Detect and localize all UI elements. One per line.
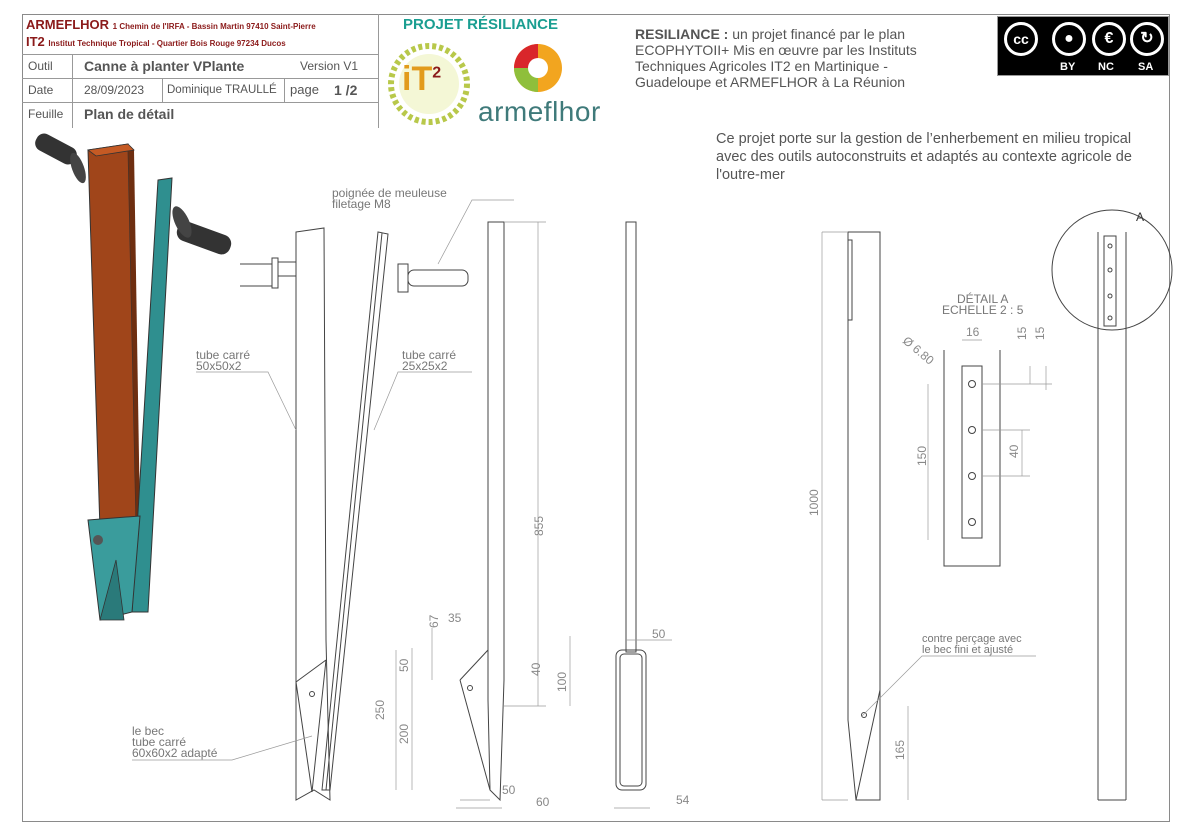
note-drilling: [922, 634, 1022, 656]
dimension-lines: [132, 197, 1052, 808]
nc-label: NC: [1098, 61, 1114, 73]
note-bec-l1: le bec: [132, 724, 165, 738]
page-label: page: [290, 82, 319, 97]
note-tube50-l2: 50x50x2: [196, 359, 242, 373]
note-drilling-l1: contre perçage avec: [922, 633, 1022, 645]
note-detail-a: [942, 294, 1023, 316]
iso-view: [32, 131, 233, 620]
dim-165: 165: [893, 739, 907, 760]
project-description: Ce projet porte sur la gestion de l’enherbement en milieu tropical avec des outils autoconstruits et adaptés au contexte agricole de l'outre-mer: [716, 131, 1132, 183]
dim-250: 250: [373, 699, 387, 720]
dim-50-narrow: 50: [652, 627, 666, 641]
funding-bold: RESILIANCE :: [635, 26, 729, 42]
it2-logo-text: iT: [402, 60, 433, 98]
it2-logo-sup: 2: [432, 64, 442, 82]
date-value: 28/09/2023: [84, 83, 145, 97]
detail-marker: A: [1136, 210, 1145, 224]
detail-a: [944, 350, 1000, 566]
note-tube25: [402, 350, 456, 372]
outil-label: Outil: [28, 59, 53, 73]
note-drilling-l2: le bec fini et ajusté: [922, 644, 1014, 656]
note-detail-l1: DÉTAIL A: [957, 292, 1009, 306]
note-tube25-l1: tube carré: [402, 348, 457, 362]
dim-50-bottom: 50: [502, 783, 516, 797]
dim-16: 16: [966, 325, 980, 339]
dim-60: 60: [536, 795, 550, 809]
org1-address: 1 Chemin de l'IRFA - Bassin Martin 97410 Saint-Pierre: [112, 22, 316, 31]
cc-icon: cc: [1004, 22, 1038, 56]
narrow-view: [616, 222, 646, 790]
dim-67: 67: [427, 614, 441, 628]
org2-address: Institut Technique Tropical - Quartier Bois Rouge 97234 Ducos: [48, 39, 286, 48]
dim-diameter: Ø 6.80: [900, 333, 937, 368]
org2-name: IT2: [26, 34, 45, 49]
sa-share-icon: ↻: [1130, 22, 1164, 56]
note-bec-l3: 60x60x2 adapté: [132, 746, 218, 760]
author: Dominique TRAULLÉ: [167, 84, 277, 96]
angled-view: [322, 232, 468, 790]
note-handle: [332, 188, 447, 210]
dim-54: 54: [676, 793, 690, 807]
dim-50-vert: 50: [397, 658, 411, 672]
dim-100: 100: [555, 671, 569, 692]
dim-200: 200: [397, 723, 411, 744]
note-bec: [132, 726, 217, 759]
note-tube50: [196, 350, 250, 372]
by-person-icon: ●: [1052, 22, 1086, 56]
dim-15a: 15: [1015, 326, 1029, 340]
date-label: Date: [28, 83, 54, 97]
dim-855: 855: [532, 515, 546, 536]
note-handle-l1: poignée de meuleuse: [332, 186, 447, 200]
page-value: 1 /2: [334, 82, 358, 98]
note-tube25-l2: 25x25x2: [402, 359, 448, 373]
sa-label: SA: [1138, 61, 1154, 73]
note-tube50-l1: tube carré: [196, 348, 251, 362]
dim-40-detail: 40: [1007, 444, 1021, 458]
dim-150: 150: [915, 445, 929, 466]
by-label: BY: [1060, 61, 1076, 73]
note-detail-l2: ECHELLE 2 : 5: [942, 303, 1024, 317]
nc-euro-icon: €: [1092, 22, 1126, 56]
org1-name: ARMEFLHOR: [26, 17, 110, 32]
note-handle-l2: filetage M8: [332, 197, 391, 211]
dim-35: 35: [448, 611, 462, 625]
note-bec-l2: tube carré: [132, 735, 187, 749]
side-view: [460, 222, 504, 800]
dim-40-side: 40: [529, 662, 543, 676]
dim-1000: 1000: [807, 489, 821, 516]
funding-body: un projet financé par le plan ECOPHYTOII+ Mis en œuvre par les Instituts Techniques Agricoles IT2 en Martinique - Guadeloupe et ARMEFLHOR à La Réunion: [635, 26, 917, 90]
outil-value: Canne à planter VPlante: [84, 58, 245, 74]
version: Version V1: [300, 59, 359, 73]
feuille-label: Feuille: [28, 107, 64, 121]
project-title: PROJET RÉSILIANCE: [403, 16, 559, 33]
dim-15b: 15: [1033, 326, 1047, 340]
front-view: [240, 228, 330, 800]
armeflhor-logo-text: armeflhor: [478, 96, 601, 127]
feuille-value: Plan de détail: [84, 106, 175, 122]
